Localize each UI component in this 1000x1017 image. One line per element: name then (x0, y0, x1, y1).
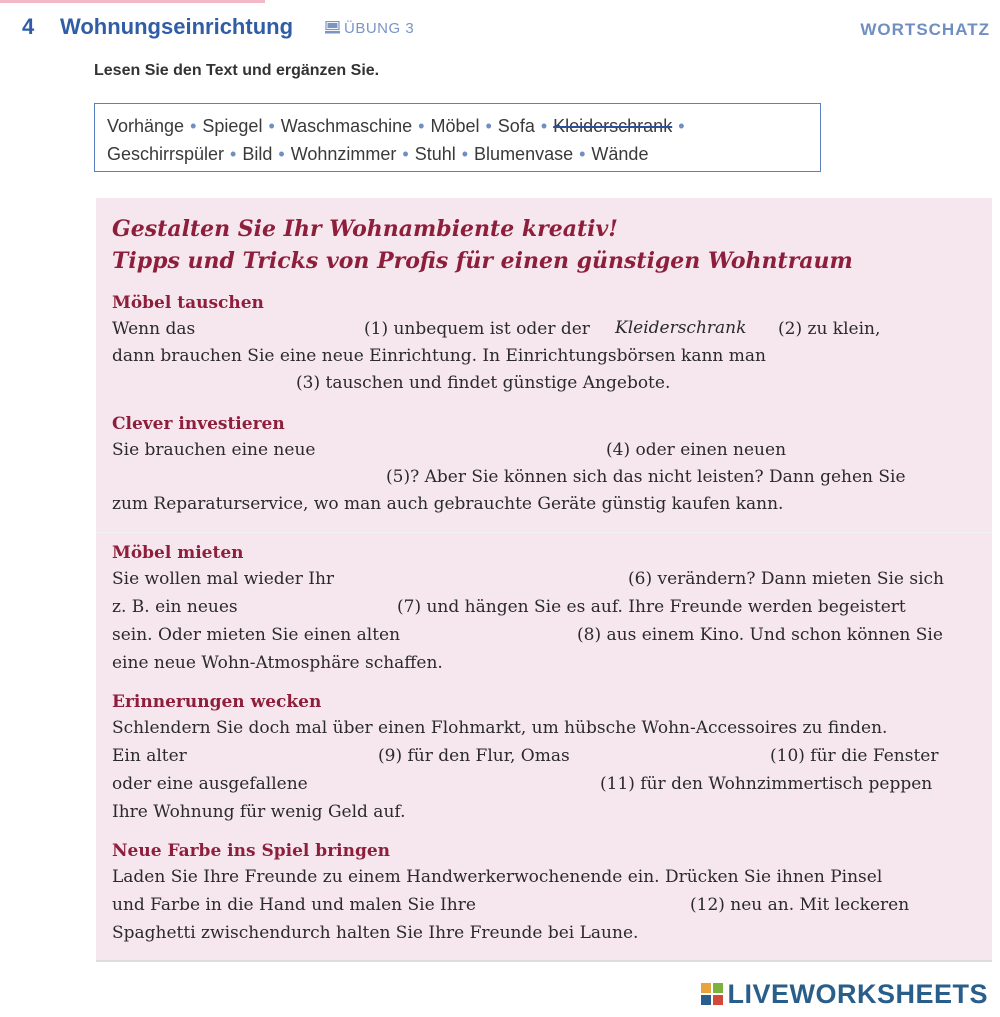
top-accent-line (0, 0, 265, 3)
text-line: zum Reparaturservice, wo man auch gebrauchte Geräte günstig kaufen kann. (112, 494, 784, 514)
section-heading-moebel-mieten: Möbel mieten (112, 543, 244, 563)
text-line (0, 892, 1000, 919)
blank-10[interactable] (586, 746, 764, 768)
logo-mark-icon (701, 983, 723, 1005)
word-box-line-2 (107, 140, 808, 168)
exercise-label (325, 20, 414, 37)
word: Möbel (430, 116, 480, 136)
word: Wohnzimmer (290, 144, 397, 164)
section-heading-erinnerungen-wecken: Erinnerungen wecken (112, 692, 322, 712)
text-fragment: (9) für den Flur, Omas (378, 746, 570, 766)
text-line: dann brauchen Sie eine neue Einrichtung. In Einrichtungsbörsen kann man (112, 346, 766, 366)
blank-12[interactable] (506, 895, 684, 917)
article-title-line-2: Tipps und Tricks von Profis für einen günstigen Wohntraum (112, 248, 853, 274)
word-crossed-out: Kleiderschrank (553, 116, 673, 136)
computer-icon (325, 21, 340, 34)
section-label: WORTSCHATZ (860, 20, 990, 39)
word: Spiegel (202, 116, 263, 136)
liveworksheets-logo (701, 979, 988, 1009)
bullet-separator: • (268, 116, 275, 136)
exercise-text: ÜBUNG 3 (344, 20, 415, 37)
text-line: eine neue Wohn-Atmosphäre schaffen. (112, 653, 443, 673)
blank-7[interactable] (244, 597, 392, 619)
word: Geschirrspüler (107, 144, 225, 164)
text-fragment: (8) aus einem Kino. Und schon können Sie (577, 625, 943, 645)
word: Blumenvase (474, 144, 574, 164)
word: Bild (242, 144, 273, 164)
text-fragment: Sie wollen mal wieder Ihr (112, 569, 335, 589)
logo-text: LIVEWORKSHEETS (727, 978, 988, 1009)
bullet-separator: • (278, 144, 285, 164)
section-heading-moebel-tauschen: Möbel tauschen (112, 293, 264, 313)
blank-1[interactable] (210, 319, 360, 341)
blank-9[interactable] (194, 746, 372, 768)
text-fragment: (11) für den Wohnzimmertisch peppen (600, 774, 933, 794)
text-line: Ihre Wohnung für wenig Geld auf. (112, 802, 406, 822)
text-fragment: (4) oder einen neuen (606, 440, 787, 460)
text-line (0, 316, 1000, 343)
blank-8[interactable] (424, 625, 572, 647)
blank-11[interactable] (328, 774, 594, 796)
bullet-separator: • (678, 116, 685, 136)
word-box (94, 103, 821, 172)
text-fragment: und Farbe in die Hand und malen Sie Ihre (112, 895, 476, 915)
chapter-title: Wohnungseinrichtung (60, 14, 294, 39)
blank-2-answer[interactable]: Kleiderschrank (615, 318, 747, 338)
text-line: (3) tauschen und findet günstige Angebote. (296, 373, 671, 393)
page-header (0, 14, 1000, 50)
text-fragment: (1) unbequem ist oder der (364, 319, 590, 339)
blank-3[interactable] (112, 374, 290, 396)
blank-5[interactable] (112, 468, 380, 490)
panel-divider (96, 532, 992, 533)
text-line (0, 622, 1000, 649)
panel-bottom-edge (96, 960, 992, 962)
text-fragment: (10) für die Fenster (770, 746, 939, 766)
text-fragment: Sie brauchen eine neue (112, 440, 316, 460)
section-heading-clever-investieren: Clever investieren (112, 414, 285, 434)
instruction-text: Lesen Sie den Text und ergänzen Sie. (94, 62, 380, 79)
text-line: (5)? Aber Sie können sich das nicht leisten? Dann gehen Sie (386, 467, 906, 487)
text-fragment: z. B. ein neues (112, 597, 238, 617)
word-box-line-1 (107, 112, 808, 140)
text-fragment: sein. Oder mieten Sie einen alten (112, 625, 401, 645)
word: Wände (591, 144, 649, 164)
word: Sofa (497, 116, 535, 136)
bullet-separator: • (540, 116, 548, 136)
chapter-number: 4 (22, 14, 35, 39)
article-title-line-1: Gestalten Sie Ihr Wohnambiente kreativ! (112, 216, 618, 242)
word: Stuhl (414, 144, 456, 164)
section-heading-neue-farbe: Neue Farbe ins Spiel bringen (112, 841, 391, 861)
text-fragment: Ein alter (112, 746, 187, 766)
text-line (0, 743, 1000, 770)
bullet-separator: • (418, 116, 425, 136)
blank-4[interactable] (332, 440, 602, 462)
text-line: Spaghetti zwischendurch halten Sie Ihre Freunde bei Laune. (112, 923, 639, 943)
text-fragment: oder eine ausgefallene (112, 774, 308, 794)
text-line (0, 771, 1000, 798)
text-line (0, 437, 1000, 464)
word: Waschmaschine (280, 116, 413, 136)
text-fragment: (2) zu klein, (778, 319, 881, 339)
text-line (0, 594, 1000, 621)
bullet-separator: • (461, 144, 469, 164)
text-fragment: Wenn das (112, 319, 196, 339)
bullet-separator: • (190, 116, 197, 136)
text-line (0, 566, 1000, 593)
bullet-separator: • (485, 116, 492, 136)
text-fragment: (7) und hängen Sie es auf. Ihre Freunde werden begeistert (397, 597, 906, 617)
text-line: Laden Sie Ihre Freunde zu einem Handwerkerwochenende ein. Drücken Sie ihnen Pinsel (112, 867, 883, 887)
blank-6[interactable] (354, 569, 624, 591)
text-line: Schlendern Sie doch mal über einen Flohmarkt, um hübsche Wohn-Accessoires zu finden. (112, 718, 888, 738)
bullet-separator: • (579, 144, 586, 164)
bullet-separator: • (230, 144, 237, 164)
text-fragment: (12) neu an. Mit leckeren (690, 895, 910, 915)
word: Vorhänge (107, 116, 185, 136)
text-fragment: (6) verändern? Dann mieten Sie sich (628, 569, 945, 589)
bullet-separator: • (402, 144, 409, 164)
